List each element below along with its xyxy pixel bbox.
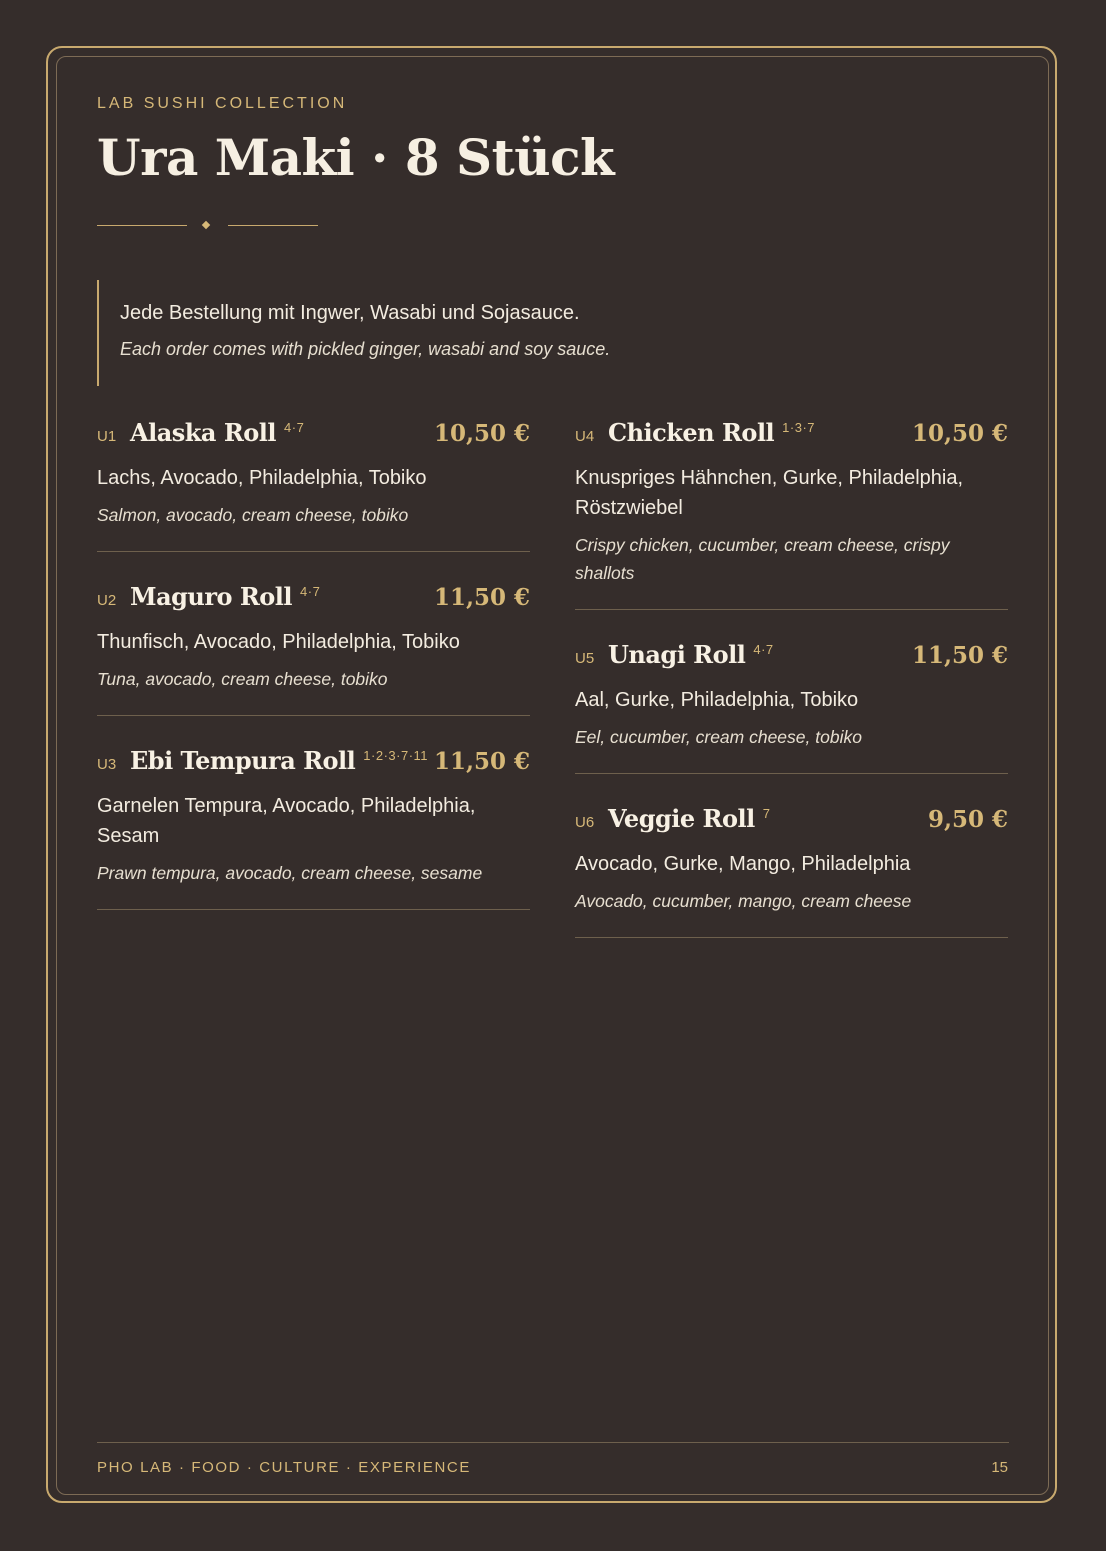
menu-item-header <box>575 418 1008 447</box>
serving-note-german: Jede Bestellung mit Ingwer, Wasabi und Sojasauce. <box>120 302 580 324</box>
item-description-german: Garnelen Tempura, Avocado, Philadelphia, Sesam <box>97 795 476 847</box>
page-number: 15 <box>991 1459 1008 1476</box>
item-code: U2 <box>97 592 117 609</box>
item-allergens: 1·3·7 <box>782 420 816 435</box>
item-code: U5 <box>575 650 595 667</box>
divider-line <box>97 225 187 226</box>
item-description-english: Tuna, avocado, cream cheese, tobiko <box>97 669 388 689</box>
menu-item <box>97 574 530 716</box>
menu-item-header <box>575 640 1008 669</box>
menu-item <box>575 410 1008 610</box>
serving-note <box>97 280 697 386</box>
menu-item <box>575 632 1008 774</box>
footer-tagline: PHO LAB · FOOD · CULTURE · EXPERIENCE <box>97 1459 471 1476</box>
item-price: 11,50 € <box>433 748 530 775</box>
menu-item-header <box>97 582 530 611</box>
item-allergens: 4·7 <box>300 584 321 599</box>
item-name: Chicken Roll <box>608 418 775 447</box>
divider-line <box>228 225 318 226</box>
menu-item-header <box>97 418 530 447</box>
menu-item <box>97 410 530 552</box>
item-price: 10,50 € <box>911 420 1008 447</box>
menu-column-left <box>97 410 530 932</box>
item-name: Unagi Roll <box>608 640 746 669</box>
menu-item-header <box>575 804 1008 833</box>
item-description-german: Avocado, Gurke, Mango, Philadelphia <box>575 853 911 875</box>
footer-divider <box>97 1442 1009 1443</box>
item-description-german: Knuspriges Hähnchen, Gurke, Philadelphia, Röstzwiebel <box>575 467 964 519</box>
diamond-icon <box>202 221 210 229</box>
item-price: 11,50 € <box>433 584 530 611</box>
item-code: U1 <box>97 428 117 445</box>
item-price: 10,50 € <box>433 420 530 447</box>
item-allergens: 4·7 <box>753 642 774 657</box>
menu-item <box>575 796 1008 938</box>
menu-item <box>97 738 530 910</box>
item-name: Ebi Tempura Roll <box>130 746 356 775</box>
menu-column-right <box>575 410 1008 960</box>
item-allergens: 1·2·3·7·11 <box>363 748 429 763</box>
serving-note-english: Each order comes with pickled ginger, wasabi and soy sauce. <box>120 339 611 359</box>
item-description-german: Thunfisch, Avocado, Philadelphia, Tobiko <box>97 631 460 653</box>
page-title: Ura Maki · 8 Stück <box>97 128 615 187</box>
item-name: Maguro Roll <box>130 582 293 611</box>
item-price: 9,50 € <box>927 806 1008 833</box>
item-description-german: Aal, Gurke, Philadelphia, Tobiko <box>575 689 859 711</box>
item-name: Veggie Roll <box>608 804 755 833</box>
item-allergens: 7 <box>762 806 771 821</box>
item-description-english: Salmon, avocado, cream cheese, tobiko <box>97 505 409 525</box>
item-description-english: Eel, cucumber, cream cheese, tobiko <box>575 727 862 747</box>
title-divider-ornament <box>97 218 319 234</box>
item-description-english: Prawn tempura, avocado, cream cheese, sesame <box>97 863 483 883</box>
item-code: U4 <box>575 428 595 445</box>
item-description-english: Avocado, cucumber, mango, cream cheese <box>575 891 912 911</box>
item-allergens: 4·7 <box>284 420 305 435</box>
item-price: 11,50 € <box>911 642 1008 669</box>
item-code: U6 <box>575 814 595 831</box>
item-name: Alaska Roll <box>130 418 277 447</box>
item-description-german: Lachs, Avocado, Philadelphia, Tobiko <box>97 467 427 489</box>
item-code: U3 <box>97 756 117 773</box>
item-description-english: Crispy chicken, cucumber, cream cheese, crispy shallots <box>575 535 950 583</box>
menu-item-header <box>97 746 530 775</box>
section-kicker: LAB SUSHI COLLECTION <box>97 95 348 112</box>
